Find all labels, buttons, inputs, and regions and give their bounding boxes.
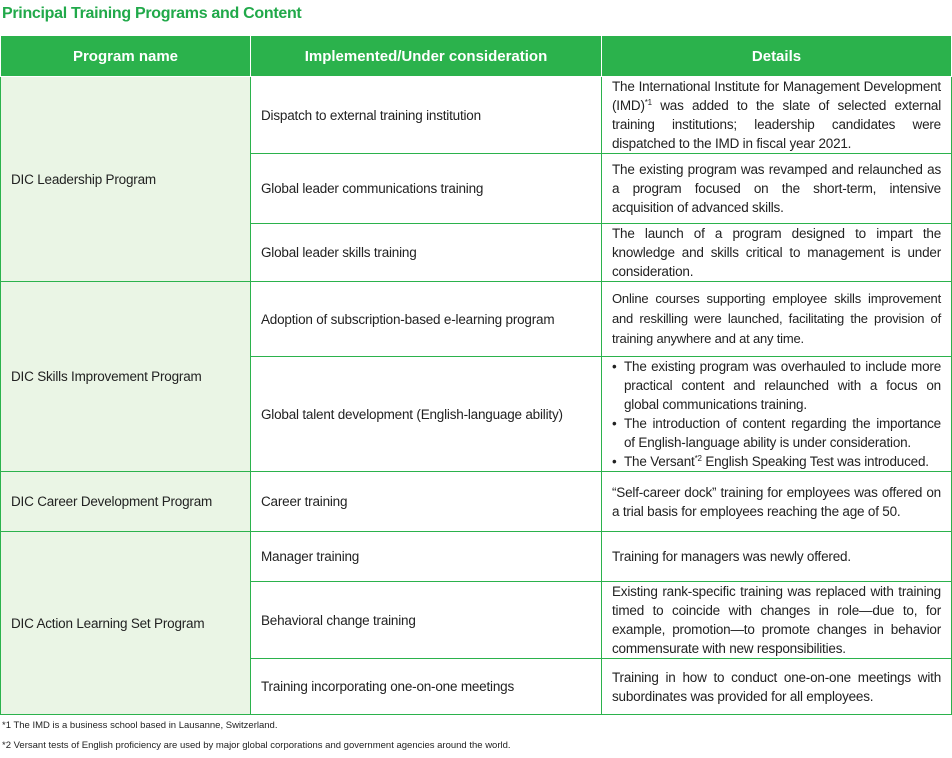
detail-text: English Speaking Test was introduced. [701, 454, 929, 469]
program-name-cell: DIC Skills Improvement Program [1, 282, 251, 472]
footnote-ref: *1 [644, 98, 652, 107]
detail-text: The Versant [624, 454, 695, 469]
detail-cell: “Self-career dock” training for employees was offered on a trial basis for employees reaching the age of 50. [602, 472, 952, 532]
detail-cell [602, 77, 952, 154]
implemented-cell: Career training [251, 472, 602, 532]
training-programs-table [0, 35, 952, 715]
footnote-1: *1 The IMD is a business school based in Lausanne, Switzerland. [2, 720, 278, 731]
implemented-cell: Adoption of subscription-based e-learning program [251, 282, 602, 357]
detail-cell: Training for managers was newly offered. [602, 532, 952, 582]
implemented-cell: Behavioral change training [251, 582, 602, 659]
detail-text: The International Institute for Management Development (IMD) [612, 79, 941, 113]
implemented-cell: Manager training [251, 532, 602, 582]
detail-cell: Training in how to conduct one-on-one meetings with subordinates was provided for all employees. [602, 659, 952, 715]
table-row [1, 532, 952, 582]
program-name-cell: DIC Action Learning Set Program [1, 532, 251, 715]
implemented-cell: Global leader communications training [251, 154, 602, 224]
implemented-cell: Global leader skills training [251, 224, 602, 282]
detail-cell: Existing rank-specific training was replaced with training timed to coincide with changes in role—due to, for example, promotion—to promote changes in behavior commensurate with new responsibilities. [602, 582, 952, 659]
table-row [1, 472, 952, 532]
footnote-2: *2 Versant tests of English proficiency are used by major global corporations and government agencies around the world. [2, 740, 511, 751]
column-header-implemented: Implemented/Under consideration [251, 36, 602, 77]
detail-text: was added to the slate of selected external training institutions; leadership candidates were dispatched to the IMD in fiscal year 2021. [612, 98, 941, 151]
table-row [1, 282, 952, 357]
footnote-ref: *2 [694, 454, 702, 463]
column-header-program-name: Program name [1, 36, 251, 77]
page-title: Principal Training Programs and Content [2, 5, 302, 22]
implemented-cell: Global talent development (English-language ability) [251, 357, 602, 472]
detail-bullet: • The existing program was overhauled to include more practical content and relaunched with a focus on global communications training. [612, 357, 941, 414]
footnotes [2, 716, 511, 756]
implemented-cell: Training incorporating one-on-one meetings [251, 659, 602, 715]
detail-cell [602, 357, 952, 472]
detail-bullet [612, 452, 941, 471]
detail-bullet-list [612, 357, 941, 471]
program-name-cell: DIC Career Development Program [1, 472, 251, 532]
detail-cell: The launch of a program designed to impart the knowledge and skills critical to management is under consideration. [602, 224, 952, 282]
detail-cell: Online courses supporting employee skills improvement and reskilling were launched, facilitating the provision of training anywhere and at any time. [602, 282, 952, 357]
table-row [1, 77, 952, 154]
detail-bullet: • The introduction of content regarding the importance of English-language ability is under consideration. [612, 414, 941, 452]
table-header-row [1, 36, 952, 77]
detail-cell: The existing program was revamped and relaunched as a program focused on the short-term, intensive acquisition of advanced skills. [602, 154, 952, 224]
column-header-details: Details [602, 36, 952, 77]
program-name-cell: DIC Leadership Program [1, 77, 251, 282]
implemented-cell: Dispatch to external training institution [251, 77, 602, 154]
